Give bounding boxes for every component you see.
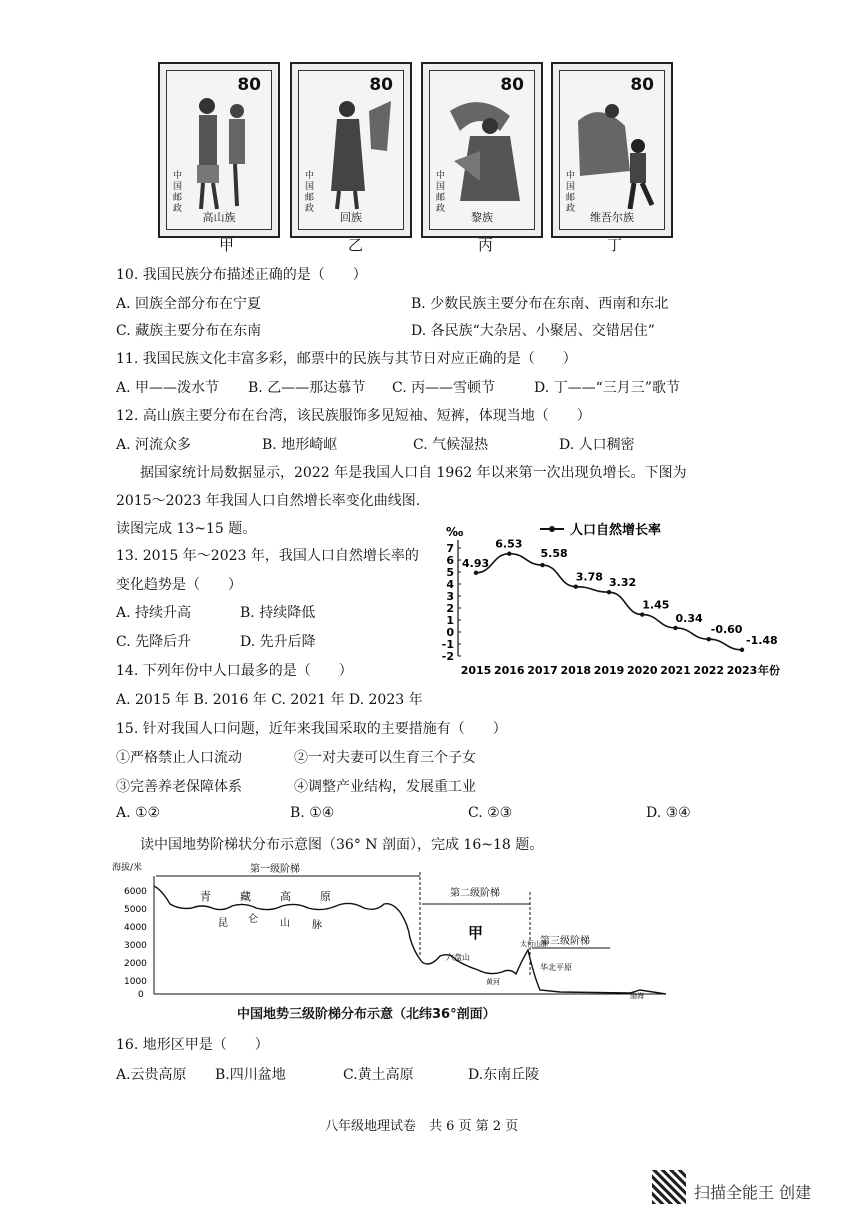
q15-stem: 15. 针对我国人口问题，近年来我国采取的主要措施有（ ） — [116, 721, 507, 737]
liupan-label: 六盘山 — [446, 953, 470, 962]
q14-stem: 14. 下列年份中人口最多的是（ ） — [116, 663, 353, 679]
q16-stem: 16. 地形区甲是（ ） — [116, 1037, 269, 1053]
chart-legend-marker — [549, 526, 555, 532]
plateau-char: 青 — [200, 890, 211, 903]
chart-x-tick-label: 2022 — [693, 664, 725, 677]
q16-option-c: C.黄土高原 — [343, 1067, 414, 1083]
stamp-letter-bing: 丙 — [478, 236, 494, 254]
scanner-watermark: 扫描全能王 创建 — [694, 1183, 812, 1202]
q13-stem-2: 变化趋势是（ ） — [116, 577, 242, 593]
q13-option-c: C. 先降后升 — [116, 634, 192, 650]
step2-label: 第二级阶梯 — [450, 888, 500, 899]
q15-statement-3: ③完善养老保障体系 — [116, 779, 242, 795]
range-char: 昆 — [218, 918, 228, 929]
chart-data-label: 6.53 — [495, 537, 523, 551]
q12-stem: 12. 高山族主要分布在台湾，该民族服饰多见短袖、短裤，体现当地（ ） — [116, 408, 591, 424]
chart-y-unit: ‰ — [446, 525, 464, 539]
q15-statement-2: ②一对夫妻可以生育三个子女 — [294, 750, 476, 766]
chart-x-tick-label: 2023 — [726, 664, 758, 677]
q14-options: A. 2015 年 B. 2016 年 C. 2021 年 D. 2023 年 — [116, 692, 423, 708]
stamp-bing — [421, 62, 543, 238]
chart-data-label: 1.45 — [642, 598, 670, 612]
population-growth-chart — [432, 518, 782, 680]
chart-data-label: -1.48 — [746, 633, 778, 647]
chart-y-tick-label: -2 — [441, 650, 454, 663]
stamp-post-text: 中国邮政 — [173, 171, 183, 214]
terrain-profile-diagram — [110, 856, 670, 1002]
q10-option-b: B. 少数民族主要分布在东南、西南和东北 — [411, 296, 669, 312]
chart-y-tick-label: 3 — [446, 590, 454, 603]
q15-option-c: C. ②③ — [468, 805, 513, 821]
intro-line-2: 2015～2023 年我国人口自然增长率变化曲线图. — [116, 493, 421, 509]
chart-data-point — [507, 551, 511, 555]
chart-y-tick-label: 7 — [446, 542, 454, 555]
q15-option-d: D. ③④ — [646, 805, 691, 821]
q16-option-b: B.四川盆地 — [215, 1067, 286, 1083]
chart-x-tick-label: 2019 — [593, 664, 625, 677]
chart-y-tick-label: 2 — [446, 602, 454, 615]
range-char: 脉 — [312, 920, 322, 931]
step1-label: 第一级阶梯 — [250, 864, 300, 875]
yellow-river-label: 黄河 — [486, 978, 500, 986]
profile-ytick: 2000 — [124, 959, 147, 969]
stamp-post-text: 中国邮政 — [305, 171, 315, 214]
chart-data-point — [540, 563, 544, 567]
q15-statement-4: ④调整产业结构，发展重工业 — [294, 779, 476, 795]
profile-ytick: 5000 — [124, 905, 147, 915]
q13-stem-1: 13. 2015 年～2023 年，我国人口自然增长率的 — [116, 548, 419, 564]
chart-y-tick-label: 4 — [446, 578, 454, 591]
chart-data-label: 4.93 — [462, 556, 490, 570]
stamp-letter-jia: 甲 — [219, 236, 235, 254]
chart-y-tick-label: 5 — [446, 566, 454, 579]
q12-option-a: A. 河流众多 — [116, 437, 192, 453]
chart-x-tick-label: 2015 — [460, 664, 492, 677]
chart-y-tick-label: 6 — [446, 554, 454, 567]
q13-option-a: A. 持续升高 — [116, 605, 192, 621]
chart-x-tick-label: 2020 — [626, 664, 658, 677]
north-plain-label: 华北平原 — [540, 963, 572, 972]
q12-option-b: B. 地形崎岖 — [262, 437, 338, 453]
q10-stem: 10. 我国民族分布描述正确的是（ ） — [116, 267, 367, 283]
chart-series-line — [476, 554, 742, 650]
chart-data-label: -0.60 — [710, 623, 743, 637]
stamp-ding — [551, 62, 673, 238]
taihang-label: 太行山脉 — [520, 940, 548, 948]
chart-legend-label: 人口自然增长率 — [570, 523, 662, 538]
stamp-post-text: 中国邮政 — [436, 171, 446, 214]
plateau-char: 高 — [280, 890, 291, 903]
profile-ytick: 1000 — [124, 977, 147, 987]
chart-y-tick-label: 0 — [446, 626, 454, 639]
q13-option-b: B. 持续降低 — [240, 605, 316, 621]
chart-data-label: 5.58 — [540, 547, 568, 561]
q11-option-c: C. 丙——雪顿节 — [392, 380, 496, 396]
range-char: 仑 — [248, 914, 258, 925]
chart-data-point — [740, 648, 744, 652]
plateau-char: 原 — [320, 890, 331, 903]
page-footer: 八年级地理试卷 共 6 页 第 2 页 — [325, 1119, 519, 1134]
stamp-ethnic-label: 高山族 — [202, 211, 236, 224]
stamp-jia — [158, 62, 280, 238]
dancer-illustration — [309, 91, 399, 211]
chart-data-point — [474, 571, 478, 575]
stamp-value: 80 — [237, 75, 261, 95]
q11-option-d: D. 丁——“三月三”歌节 — [534, 380, 680, 396]
q12-option-d: D. 人口稠密 — [559, 437, 635, 453]
chart-x-tick-label: 2016 — [493, 664, 525, 677]
stamp-value: 80 — [630, 75, 654, 95]
profile-ytick: 6000 — [124, 887, 147, 897]
dancer-illustration — [440, 91, 530, 211]
q10-option-c: C. 藏族主要分布在东南 — [116, 323, 262, 339]
chart-data-point — [640, 612, 644, 616]
chart-x-unit: 年份 — [758, 664, 780, 677]
qr-code-icon — [652, 1170, 686, 1204]
chart-data-point — [707, 637, 711, 641]
q15-statement-1: ①严格禁止人口流动 — [116, 750, 242, 766]
bohai-label: 渤海 — [630, 992, 644, 1000]
stamp-ethnic-label: 回族 — [340, 211, 362, 224]
profile-caption: 中国地势三级阶梯分布示意（北纬36°剖面） — [237, 1007, 496, 1022]
q15-option-a: A. ①② — [116, 805, 161, 821]
intro-line-1: 据国家统计局数据显示，2022 年是我国人口自 1962 年以来第一次出现负增长。下图为 — [140, 465, 687, 481]
chart-x-tick-label: 2017 — [527, 664, 558, 677]
stamp-post-text: 中国邮政 — [566, 171, 576, 214]
profile-ytick: 0 — [138, 990, 144, 1000]
stamp-letter-yi: 乙 — [348, 236, 364, 254]
q10-option-d: D. 各民族“大杂居、小聚居、交错居住” — [411, 323, 655, 339]
q10-option-a: A. 回族全部分布在宁夏 — [116, 296, 262, 312]
intro-line-3: 读图完成 13~15 题。 — [116, 521, 257, 537]
profile-ytick: 3000 — [124, 941, 147, 951]
dancer-illustration — [177, 91, 267, 211]
q15-option-b: B. ①④ — [290, 805, 335, 821]
profile-ytick: 4000 — [124, 923, 147, 933]
intro2: 读中国地势阶梯状分布示意图（36° N 剖面），完成 16~18 题。 — [140, 837, 544, 853]
q12-option-c: C. 气候湿热 — [413, 437, 489, 453]
chart-y-tick-label: -1 — [441, 638, 454, 651]
chart-x-tick-label: 2021 — [660, 664, 691, 677]
step3-label: 第三级阶梯 — [540, 936, 590, 947]
chart-y-tick-label: 1 — [446, 614, 454, 627]
q16-option-a: A.云贵高原 — [116, 1067, 187, 1083]
chart-data-point — [607, 590, 611, 594]
q13-option-d: D. 先升后降 — [240, 634, 316, 650]
q11-option-a: A. 甲——泼水节 — [116, 380, 220, 396]
stamp-ethnic-label: 维吾尔族 — [590, 211, 634, 224]
region-jia-label: 甲 — [468, 924, 484, 942]
chart-data-label: 3.32 — [609, 576, 637, 590]
chart-x-tick-label: 2018 — [560, 664, 592, 677]
plateau-char: 藏 — [240, 890, 251, 903]
stamp-yi — [290, 62, 412, 238]
q11-option-b: B. 乙——那达慕节 — [248, 380, 366, 396]
chart-data-point — [574, 584, 578, 588]
chart-data-point — [673, 626, 677, 630]
chart-data-label: 3.78 — [575, 570, 603, 584]
stamp-letter-ding: 丁 — [607, 236, 623, 254]
range-char: 山 — [280, 918, 290, 929]
profile-y-label: 海拔/米 — [112, 863, 143, 873]
stamp-ethnic-label: 黎族 — [471, 211, 493, 224]
dancer-illustration — [570, 91, 660, 211]
q16-option-d: D.东南丘陵 — [468, 1067, 540, 1083]
stamp-value: 80 — [369, 75, 393, 95]
chart-data-label: 0.34 — [675, 611, 703, 625]
q11-stem: 11. 我国民族文化丰富多彩，邮票中的民族与其节日对应正确的是（ ） — [116, 351, 577, 367]
stamp-value: 80 — [500, 75, 524, 95]
